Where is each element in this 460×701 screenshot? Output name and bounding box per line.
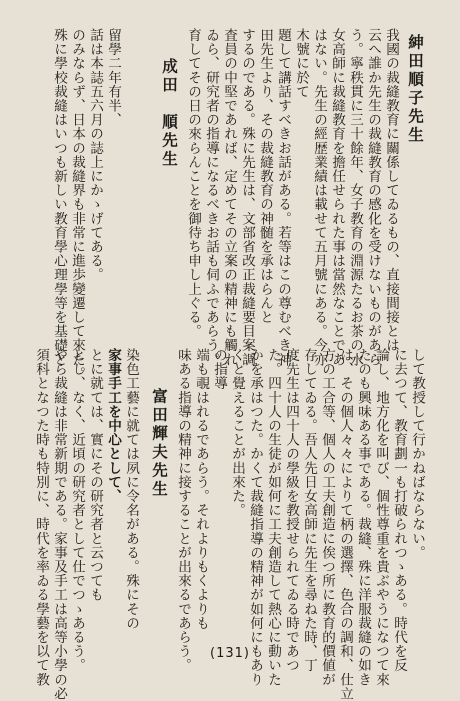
text-column: 存してゐる。吾人先日女高師に先生を尋ねた時、丁 xyxy=(301,348,317,673)
text-column: 論し、地方化を叫び、個性尊重を貴ぶやうになつて來 xyxy=(373,348,389,687)
section-divider xyxy=(30,336,430,337)
text-column: たのも興味ある事である。裁縫、殊に洋服裁縫の如き xyxy=(355,348,371,687)
text-column: た。四十人の生徒が如何に工夫創造して熱心に動いた xyxy=(265,348,281,687)
text-column: う。寧秩貫に三十餘年、女子教育の淵源たるお茶の水 xyxy=(347,28,363,367)
text-column: して教授して行かねばならない。 xyxy=(409,348,425,560)
section-heading-tomita: 富田輝夫先生 xyxy=(150,388,169,499)
text-column: 度先生は四十人の學級を教授せられてゐる時であつ xyxy=(283,348,299,673)
text-column: 殊に學校裁縫はいつも新しい教育學心理學等を基礎と xyxy=(51,28,67,367)
text-column: 染色工藝に就ては夙に令名がある。殊にその xyxy=(123,348,139,630)
section-heading-narita: 成田 順先生 xyxy=(160,58,179,169)
text-column: 家事手工を中心として、 xyxy=(105,348,121,504)
text-column: のみならず、日本の裁縫界も非常に進歩變遷して來た。 xyxy=(69,28,85,381)
text-column: 端も覗はれるであらう。それよりもくよりも xyxy=(193,348,209,630)
text-column: くと覺えることが出來た。 xyxy=(229,348,245,518)
text-column: かを承はつた。かくて裁縫指導の精神が如何にもあり xyxy=(247,348,263,687)
text-column: に去つて、教育劃一も打破られつゝある。時代を反 xyxy=(391,348,407,673)
text-column: 味ある指導の精神に接することが出來るであらう。 xyxy=(175,348,191,673)
text-column: 女高師に裁縫教育を擔任せられた事は當然なことであ xyxy=(329,28,345,367)
text-column: の指導 xyxy=(211,348,227,391)
text-column: とに就ては、實にその研究者と云つても xyxy=(87,348,103,602)
text-column: はない。先生の經歴業績は載せて五月號にある。今亦 xyxy=(311,28,327,367)
text-column: 田先生より、その裁縫教育の神髄を承はらんと xyxy=(257,28,273,325)
text-column: 須科となつた時も特別に、時代を率ゐる學藝を以て教 xyxy=(33,348,49,687)
text-column: 題して講話すべきお話がある。若等はこの尊むべき神 xyxy=(275,28,291,367)
text-column: するのである。殊に先生は、文部省改正裁縫要目案調 xyxy=(239,28,255,367)
text-column: 木號に於て xyxy=(293,28,309,99)
text-column: 方の工合等、個人の工夫創造に俟つ所に教育的價値が xyxy=(319,348,335,687)
section-heading-kanda: 紳田順子先生 xyxy=(406,34,425,145)
text-column: 我國の裁縫教育に關係してゐるもの、直接間接とは xyxy=(383,28,399,353)
text-column: とし、なく、近頃の研究者として仕でつゝあるう。 xyxy=(69,348,85,673)
text-column: ゐら、研究者の指導になるべきお話も伺ふであらう。 xyxy=(203,28,219,367)
text-column: 育してその日の來らんことを御待ち申し上ぐる。 xyxy=(185,28,201,339)
text-column: やら裁縫は非常新期である。家事及手工は高等小學の必 xyxy=(51,348,67,701)
top-section xyxy=(30,28,430,381)
text-column: 査員の中堅であれば、定めてその立案の精神にも觸れ xyxy=(221,28,237,367)
text-column: は、その個人々々によりて柄の選擇、色合の調和、仕立 xyxy=(337,348,353,701)
page-number: (131) xyxy=(210,646,250,661)
text-column: 留學二年有半、 xyxy=(105,28,121,127)
text-column: 云へ誰か先生の裁縫教育の感化を受けないものがあら xyxy=(365,28,381,367)
text-column: 話は本誌五六月の誌上にかゝげてある。 xyxy=(87,28,103,282)
